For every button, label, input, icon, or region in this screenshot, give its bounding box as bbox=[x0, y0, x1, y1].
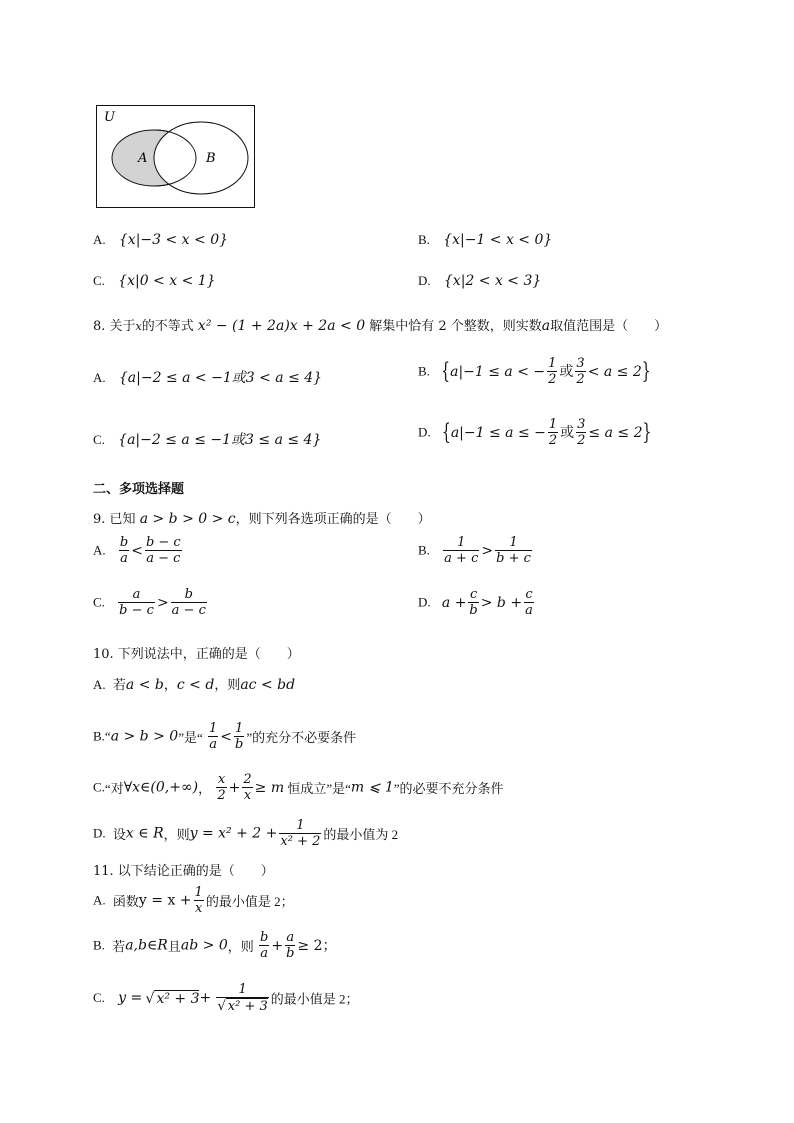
set-a-label: A bbox=[138, 151, 148, 166]
q11-option-c[interactable]: C. y = √ x² + 3+ $\frac{1}{\text{√ x² + 3}}$ 的最小值是 2； bbox=[93, 982, 359, 1014]
q8-option-a[interactable]: A. {a|−2 ≤ a < −1或3 < a ≤ 4} bbox=[93, 370, 323, 386]
q8-option-d[interactable]: D. {a|−1 ≤ a ≤ − $\frac{1}{2}$ 或 $\frac{3}{2}$ ≤ a ≤ 2} bbox=[418, 417, 652, 448]
q11-stem: 11. 以下结论正确的是（ ） bbox=[93, 864, 274, 879]
q7-option-a[interactable]: A. {x|−3 < x < 0} bbox=[93, 232, 229, 248]
venn-diagram bbox=[96, 105, 256, 209]
q10-option-d[interactable]: D. 设x ∈ R，则y = x² + 2 + $\frac{1}{\text{x² + 2}}$ 的最小值为 2 bbox=[93, 818, 399, 849]
q8-option-b[interactable]: B. {a|−1 ≤ a < − $\frac{1}{2}$ 或 $\frac{3}{2}$ < a ≤ 2} bbox=[418, 356, 651, 387]
q9-stem: 9. 已知 a > b > 0 > c，则下列各选项正确的是（ ） bbox=[93, 511, 431, 527]
q9-option-a[interactable]: A. $\frac{b}{a}$ < $\frac{b - c}{a - c}$ bbox=[93, 535, 181, 566]
q7-option-d[interactable]: D. {x|2 < x < 3} bbox=[418, 273, 542, 289]
q9-option-b[interactable]: B. $\frac{1}{a + c}$ > $\frac{1}{b + c}$ bbox=[418, 535, 531, 566]
q11-option-b[interactable]: B. 若a,b∈R且ab > 0，则 $\frac{b}{a}$ + $\frac{a}{b}$ ≥ 2； bbox=[93, 930, 337, 961]
q10-option-c[interactable]: C.“对∀x∈(0,+∞)， $\frac{x}{2}$ + $\frac{2}{x}$ ≥ m 恒成立”是“m ⩽ 1”的必要不充分条件 bbox=[93, 772, 504, 803]
q11-option-a[interactable]: A. 函数y = x + $\frac{1}{x}$ 的最小值是 2； bbox=[93, 885, 294, 916]
q10-stem: 10. 下列说法中，正确的是（ ） bbox=[93, 647, 300, 662]
q7-option-c[interactable]: C. {x|0 < x < 1} bbox=[93, 273, 216, 289]
universe-label: U bbox=[104, 110, 115, 125]
q10-option-b[interactable]: B.“a > b > 0”是“ $\frac{1}{a}$ < $\frac{1}{b}$ ”的充分不必要条件 bbox=[93, 721, 357, 752]
q9-option-d[interactable]: D. a + $\frac{c}{b}$ > b + $\frac{c}{a}$ bbox=[418, 587, 533, 618]
section-title: 二、多项选择题 bbox=[93, 482, 185, 497]
venn-svg bbox=[96, 105, 256, 209]
q8-stem: 8. 关于x的不等式 x² − (1 + 2a)x + 2a < 0 解集中恰有 2 个整数，则实数a取值范围是（ ） bbox=[93, 318, 668, 334]
set-b-ellipse bbox=[154, 122, 248, 194]
set-b-label: B bbox=[206, 151, 216, 166]
q10-option-a[interactable]: A. 若a < b，c < d，则ac < bd bbox=[93, 677, 296, 693]
q8-option-c[interactable]: C. {a|−2 ≤ a ≤ −1或3 ≤ a ≤ 4} bbox=[93, 432, 322, 448]
q7-option-b[interactable]: B. {x|−1 < x < 0} bbox=[418, 232, 553, 248]
q9-option-c[interactable]: C. $\frac{a}{b - c}$ > $\frac{b}{a - c}$ bbox=[93, 587, 206, 618]
